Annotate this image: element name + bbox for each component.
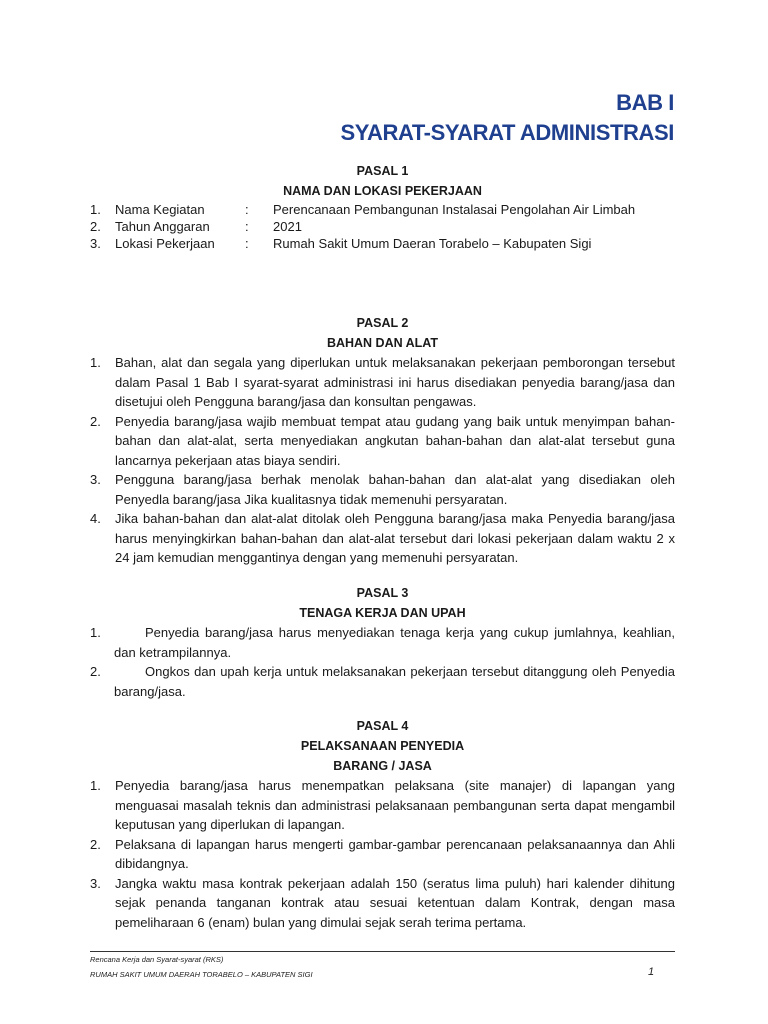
item-number: 3. bbox=[90, 875, 101, 891]
info-row bbox=[90, 235, 675, 252]
info-number: 1. bbox=[90, 202, 101, 217]
item-text: Penyedia barang/jasa harus menyediakan tenaga kerja yang cukup jumlahnya, keahlian, dan ketrampilannya. bbox=[114, 625, 675, 660]
info-value: Rumah Sakit Umum Daeran Torabelo – Kabupaten Sigi bbox=[273, 236, 592, 251]
info-number: 3. bbox=[90, 236, 101, 251]
item-number: 3. bbox=[90, 472, 101, 487]
list-item bbox=[90, 470, 675, 509]
info-label: Nama Kegiatan bbox=[115, 202, 205, 217]
pasal-1-info-list bbox=[90, 201, 675, 252]
info-number: 2. bbox=[90, 219, 101, 234]
pasal-1-section bbox=[90, 161, 675, 252]
item-text: Jangka waktu masa kontrak pekerjaan adalah 150 (seratus lima puluh) hari kalender dihitung sejak penanda tanganan kontrak atau sesuai ketentuan dalam Kontrak, dengan masa pemeliharaan 6 (enam) bulan yang dimulai sejak serah terima pertama. bbox=[115, 875, 675, 930]
pasal-4-section bbox=[90, 716, 675, 932]
pasal-1-subtitle: NAMA DAN LOKASI PEKERJAAN bbox=[283, 184, 482, 198]
pasal-4-list bbox=[90, 776, 675, 932]
info-separator: : bbox=[245, 236, 249, 251]
info-label: Lokasi Pekerjaan bbox=[115, 236, 215, 251]
item-number: 1. bbox=[90, 778, 101, 793]
list-item bbox=[90, 662, 675, 701]
info-value: 2021 bbox=[273, 219, 302, 234]
item-number: 2. bbox=[90, 664, 101, 679]
item-number: 1. bbox=[90, 355, 101, 370]
info-row bbox=[90, 218, 675, 235]
footer-project-name: RUMAH SAKIT UMUM DAERAH TORABELO – KABUPATEN SIGI bbox=[90, 970, 313, 979]
pasal-2-title: PASAL 2 bbox=[356, 316, 409, 330]
pasal-2-subtitle: BAHAN DAN ALAT bbox=[326, 336, 439, 350]
item-text: Jika bahan-bahan dan alat-alat ditolak oleh Pengguna barang/jasa maka Penyedia barang/jasa harus menyingkirkan bahan-bahan dan alat-alat tersebut dari lokasi pekerjaan dalam waktu 2 x 24 jam kemudian menggantinya dengan yang memenuhi persyaratan. bbox=[115, 511, 675, 565]
item-text: Ongkos dan upah kerja untuk melaksanakan pekerjaan tersebut ditanggung oleh Penyedia barang/jasa. bbox=[114, 664, 675, 699]
list-item bbox=[90, 353, 675, 412]
page-number: 1 bbox=[648, 966, 655, 978]
pasal-4-subtitle-2: BARANG / JASA bbox=[333, 759, 432, 773]
list-item bbox=[90, 835, 675, 874]
pasal-2-list bbox=[90, 353, 675, 568]
item-number: 2. bbox=[90, 413, 101, 429]
list-item bbox=[90, 874, 675, 933]
pasal-3-title: PASAL 3 bbox=[356, 586, 409, 600]
pasal-3-section bbox=[90, 583, 675, 701]
item-number: 4. bbox=[90, 511, 101, 526]
item-text: Bahan, alat dan segala yang diperlukan untuk melaksanakan pekerjaan pemborongan tersebut dalam Pasal 1 Bab I syarat-syarat administrasi ini harus disediakan penyedia barang/jasa dan disetujui oleh Pengguna barang/jasa dan konsultan pengawas. bbox=[115, 355, 675, 409]
pasal-4-title: PASAL 4 bbox=[356, 719, 409, 733]
chapter-title bbox=[341, 88, 675, 148]
pasal-4-subtitle: PELAKSANAAN PENYEDIA bbox=[300, 739, 465, 753]
pasal-2-section bbox=[90, 313, 675, 568]
list-item bbox=[90, 509, 675, 568]
chapter-number: BAB I bbox=[616, 90, 674, 115]
info-separator: : bbox=[245, 202, 249, 217]
info-value: Perencanaan Pembangunan Instalasai Pengolahan Air Limbah bbox=[273, 202, 636, 217]
item-number: 2. bbox=[90, 836, 101, 852]
pasal-1-title: PASAL 1 bbox=[356, 164, 409, 178]
footer-document-title: Rencana Kerja dan Syarat-syarat (RKS) bbox=[90, 955, 224, 964]
footer-divider bbox=[90, 951, 675, 952]
info-separator: : bbox=[245, 219, 249, 234]
list-item bbox=[90, 623, 675, 662]
list-item bbox=[90, 412, 675, 471]
chapter-name: SYARAT-SYARAT ADMINISTRASI bbox=[340, 120, 674, 145]
item-text: Penyedia barang/jasa harus menempatkan pelaksana (site manajer) di lapangan yang menguasai masalah teknis dan administrasi pelaksanaan pembangunan serta dapat mengambil keputusan yang diperlukan di lapangan. bbox=[115, 778, 675, 832]
list-item bbox=[90, 776, 675, 835]
pasal-3-subtitle: TENAGA KERJA DAN UPAH bbox=[299, 606, 466, 620]
item-text: Penyedia barang/jasa wajib membuat tempat atau gudang yang baik untuk menyimpan bahan-bahan dan alat-alat, serta menyediakan angkutan bahan-bahan dan alat-alat tersebut guna lancarnya pekerjaan atas biaya sendiri. bbox=[115, 413, 675, 468]
item-number: 1. bbox=[90, 625, 101, 640]
info-row bbox=[90, 201, 675, 218]
item-text: Pelaksana di lapangan harus mengerti gambar-gambar perencanaan pelaksanaannya dan Ahli dibidangnya. bbox=[115, 836, 675, 871]
pasal-3-list bbox=[90, 623, 675, 701]
item-text: Pengguna barang/jasa berhak menolak bahan-bahan dan alat-alat yang disediakan oleh Penyedla barang/jasa Jika kualitasnya tidak memenuhi persyaratan. bbox=[115, 472, 675, 507]
info-label: Tahun Anggaran bbox=[115, 219, 210, 234]
